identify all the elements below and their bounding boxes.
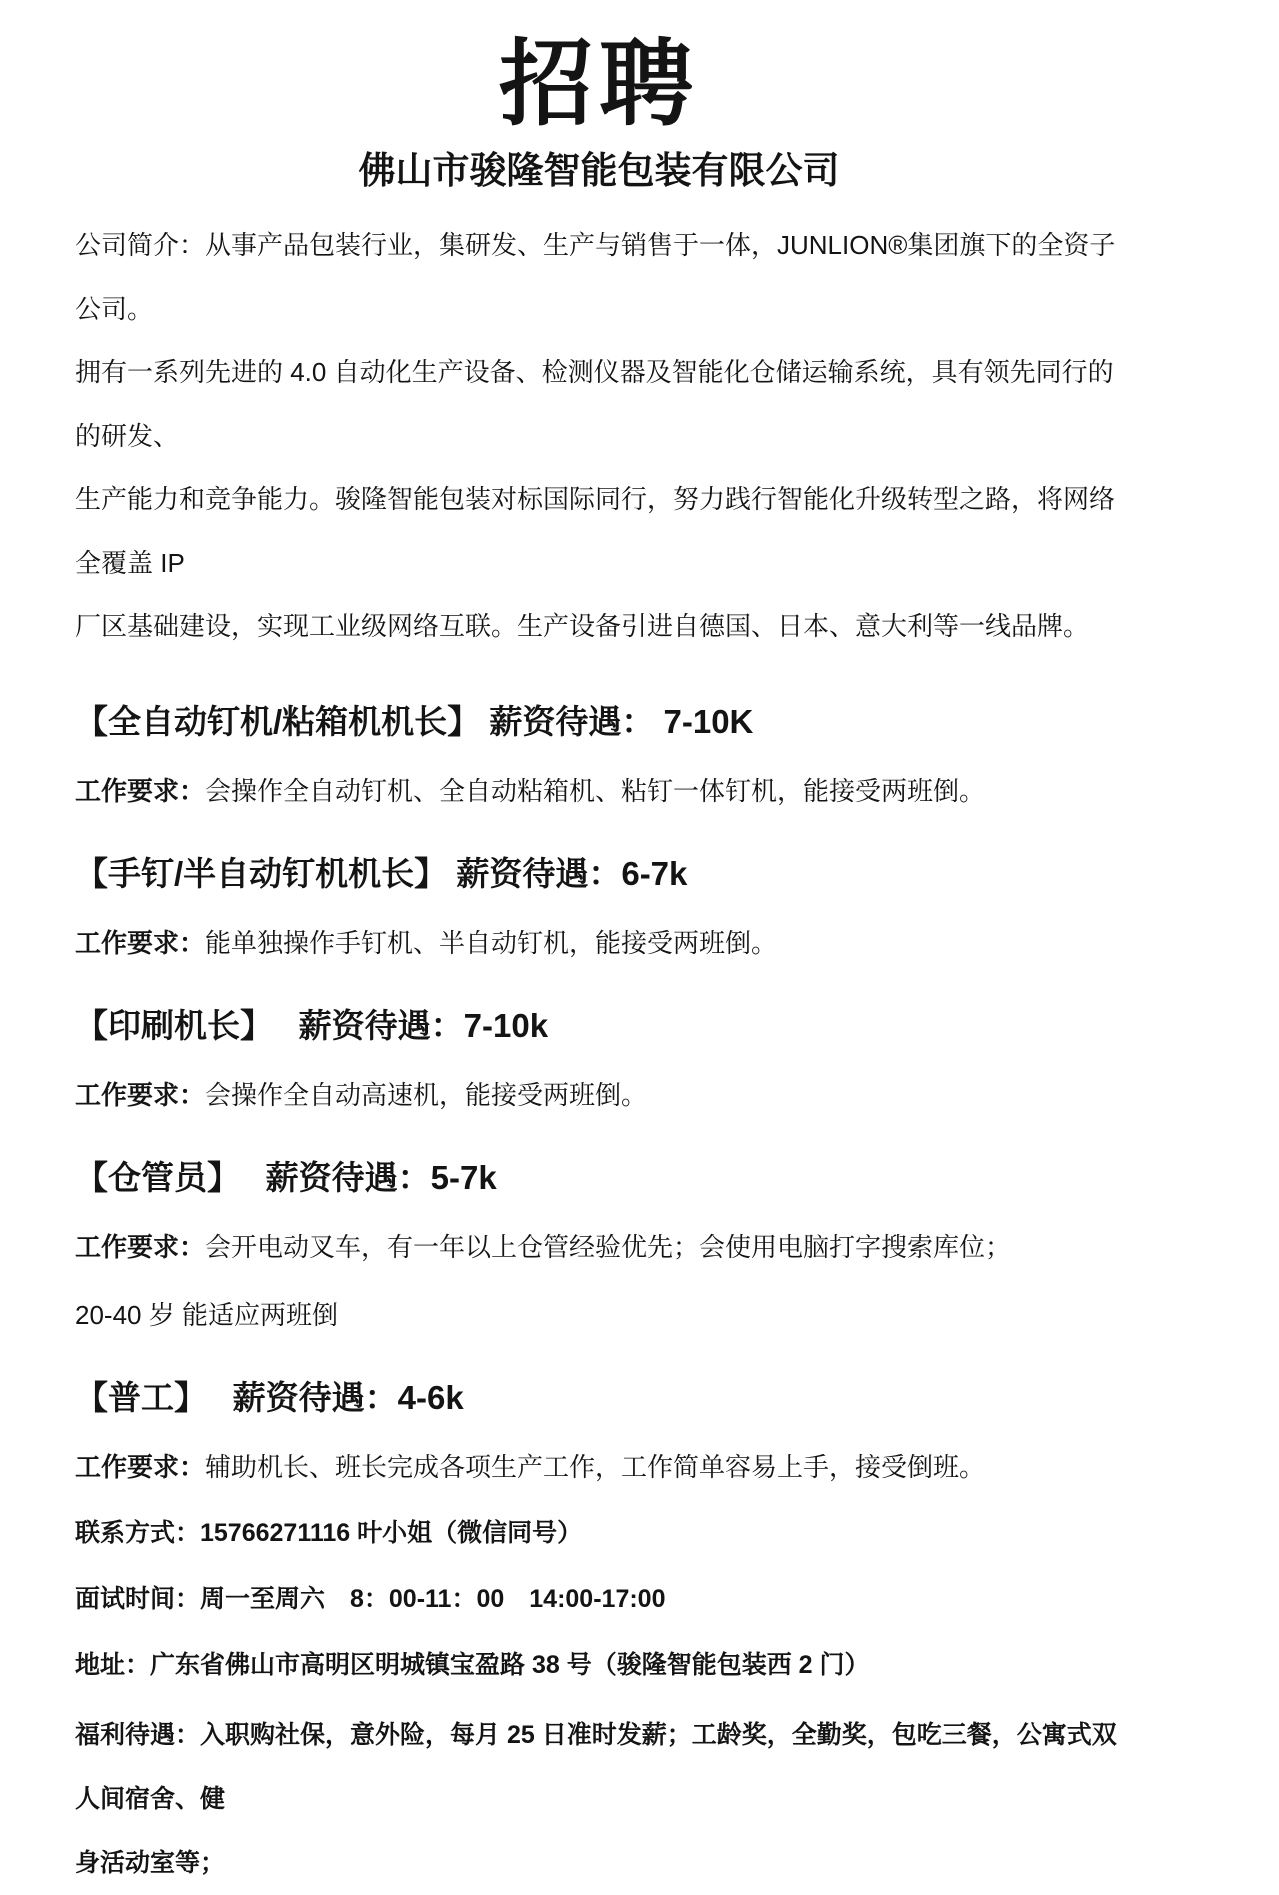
requirement-text: 会开电动叉车，有一年以上仓管经验优先；会使用电脑打字搜索库位； bbox=[205, 1231, 1012, 1262]
requirement-label: 工作要求： bbox=[75, 1231, 206, 1262]
job-requirement bbox=[75, 1227, 1123, 1267]
job-heading: 【手钉/半自动钉机机长】 薪资待遇：6-7k bbox=[75, 854, 688, 892]
requirement-label: 工作要求： bbox=[75, 775, 206, 806]
company-intro bbox=[75, 214, 1123, 659]
requirement-text: 会操作全自动高速机，能接受两班倒。 bbox=[205, 1079, 648, 1110]
intro-line-4: 厂区基础建设，实现工业级网络互联。生产设备引进自德国、日本、意大利等一线品牌。 bbox=[75, 611, 1090, 641]
job-heading: 【全自动钉机/粘箱机机长】 薪资待遇： 7-10K bbox=[75, 702, 754, 740]
job-section-printing-machine bbox=[75, 1004, 1123, 1115]
benefits-line-2: 身活动室等； bbox=[75, 1848, 226, 1877]
intro-line-1: 公司简介：从事产品包装行业，集研发、生产与销售于一体，JUNLION®集团旗下的全资子公司。 bbox=[75, 230, 1116, 324]
recruitment-poster bbox=[75, 28, 1123, 1895]
job-section-hand-nailing-machine bbox=[75, 852, 1123, 963]
intro-line-2: 拥有一系列先进的 4.0 自动化生产设备、检测仪器及智能化仓储运输系统，具有领先同行的的研发、 bbox=[75, 357, 1114, 451]
requirement-label: 工作要求： bbox=[75, 1079, 206, 1110]
requirement-text: 能单独操作手钉机、半自动钉机，能接受两班倒。 bbox=[205, 927, 778, 958]
job-requirement bbox=[75, 1447, 1123, 1487]
age-requirement-line: 20-40 岁 能适应两班倒 bbox=[75, 1299, 338, 1330]
benefits-line-1: 福利待遇：入职购社保，意外险，每月 25 日准时发薪；工龄奖，全勤奖，包吃三餐，公寓式双人间宿舍、健 bbox=[75, 1720, 1117, 1813]
job-requirement bbox=[75, 1075, 1123, 1115]
job-requirement bbox=[75, 771, 1123, 811]
requirement-label: 工作要求： bbox=[75, 1451, 206, 1482]
requirement-text: 辅助机长、班长完成各项生产工作，工作简单容易上手，接受倒班。 bbox=[205, 1451, 986, 1482]
job-section-warehouse-keeper bbox=[75, 1156, 1123, 1335]
requirement-text: 会操作全自动钉机、全自动粘箱机、粘钉一体钉机，能接受两班倒。 bbox=[205, 775, 986, 806]
company-name: 佛山市骏隆智能包装有限公司 bbox=[358, 150, 840, 191]
job-heading: 【印刷机长】 薪资待遇：7-10k bbox=[75, 1006, 549, 1044]
poster-title: 招聘 bbox=[498, 31, 699, 136]
benefits-block bbox=[75, 1703, 1123, 1895]
job-section-auto-nailing-machine bbox=[75, 700, 1123, 811]
job-heading: 【普工】 薪资待遇：4-6k bbox=[75, 1378, 464, 1416]
job-requirement bbox=[75, 923, 1123, 963]
contact-line: 联系方式：15766271116 叶小姐（微信同号） bbox=[75, 1518, 583, 1547]
job-section-general-worker bbox=[75, 1376, 1123, 1487]
interview-time-line: 面试时间：周一至周六 8：00-11：00 14:00-17:00 bbox=[75, 1584, 666, 1613]
job-heading: 【仓管员】 薪资待遇：5-7k bbox=[75, 1158, 497, 1196]
address-line: 地址：广东省佛山市高明区明城镇宝盈路 38 号（骏隆智能包装西 2 门） bbox=[75, 1650, 870, 1679]
intro-line-3: 生产能力和竞争能力。骏隆智能包装对标国际同行，努力践行智能化升级转型之路，将网络全覆盖 IP bbox=[75, 484, 1116, 578]
requirement-label: 工作要求： bbox=[75, 927, 206, 958]
